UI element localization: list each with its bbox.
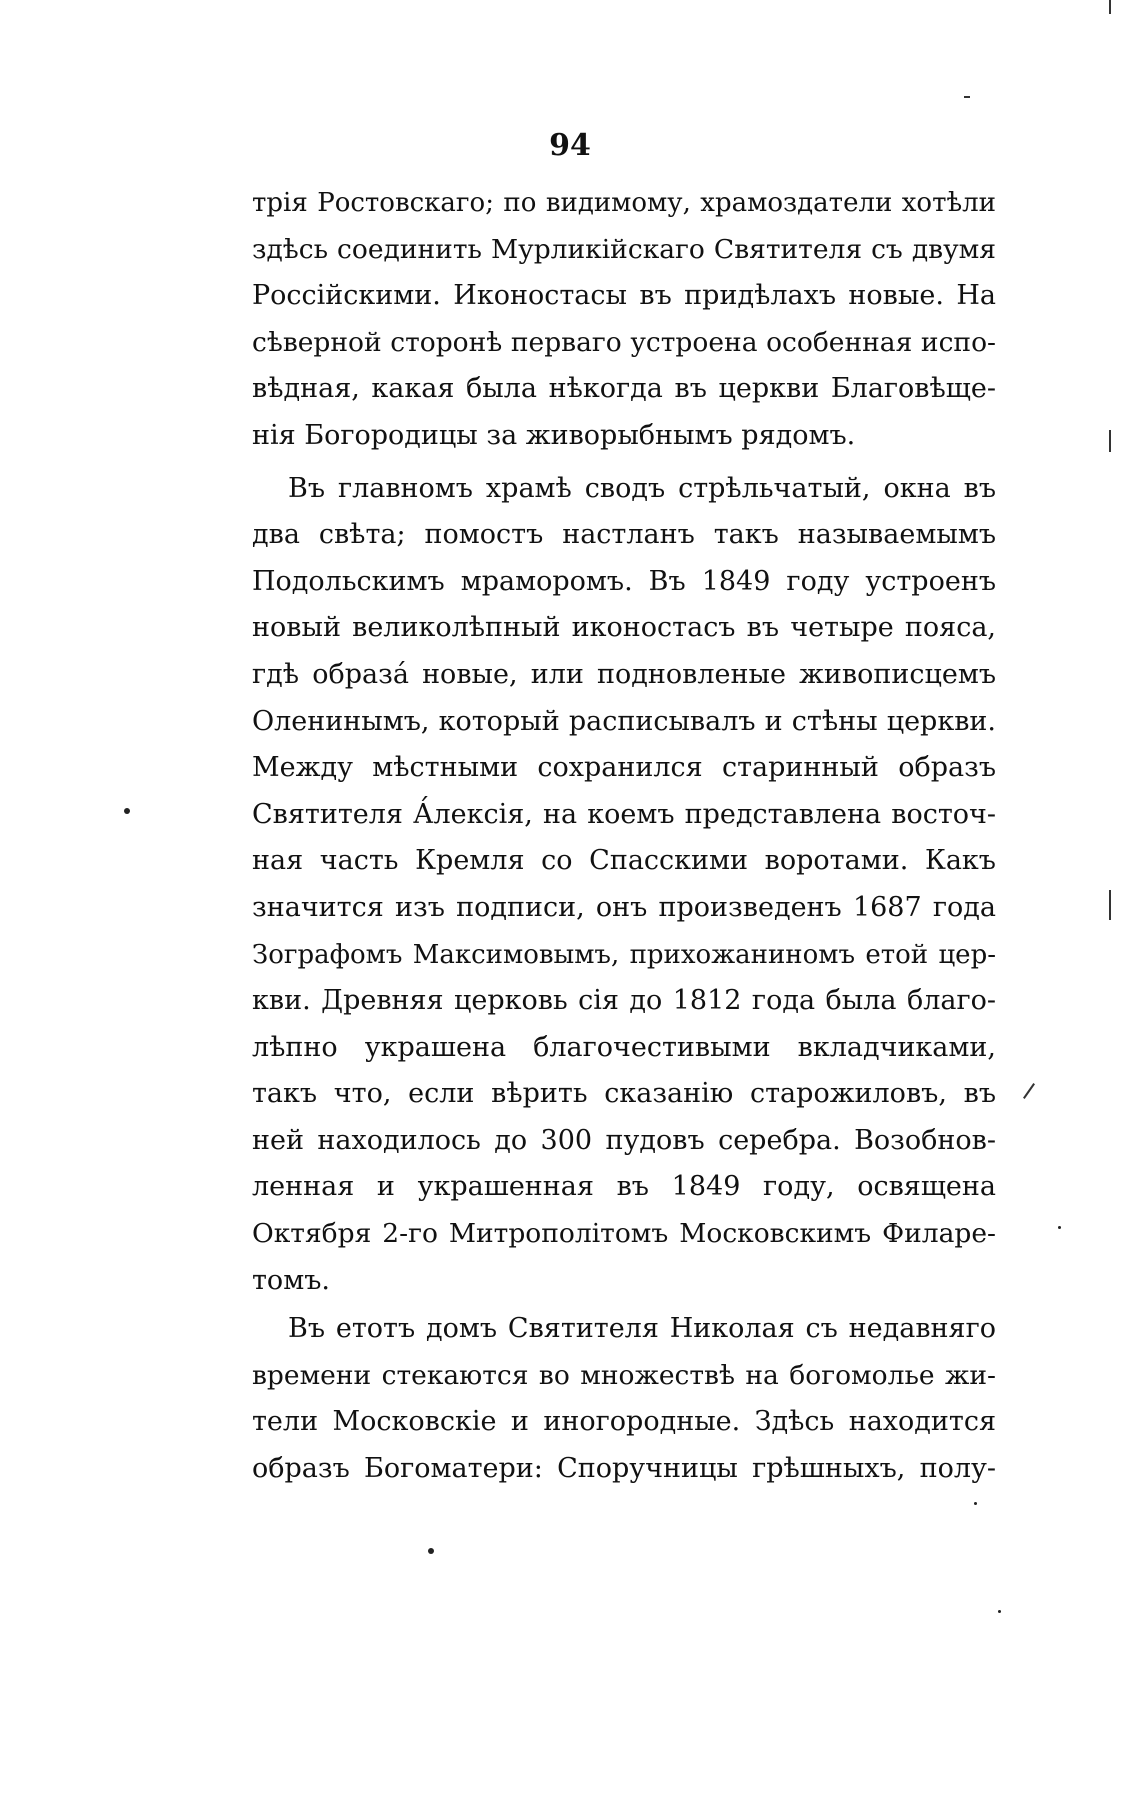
text-line: Въ главномъ храмѣ сводъ стрѣльчатый, окна въ [288,472,996,504]
paragraph-3 [252,1306,996,1492]
text-line: Святителя А́лексія, на коемъ представлена восточ- [252,798,996,830]
scan-artifact [998,1610,1001,1613]
text-line: два свѣта; помостъ настланъ такъ называемымъ [252,519,996,551]
text-line: лѣпно украшена благочестивыми вкладчиками, [252,1031,996,1063]
text-line: Октября 2-го Митрополітомъ Московскимъ Филаре- [252,1218,996,1250]
text-line: сѣверной сторонѣ перваго устроена особенная испо- [252,326,996,358]
text-line: Подольскимъ мраморомъ. Въ 1849 году устроенъ [252,565,996,597]
text-line: трія Ростовскаго; по видимому, храмоздатели хотѣли [252,188,996,218]
text-line: Россійскими. Иконостасы въ придѣлахъ новые. На [252,280,996,312]
paragraph-1 [252,180,996,460]
text-line: ная часть Кремля со Спасскими воротами. Какъ [252,845,996,877]
scan-artifact [1058,1226,1061,1229]
text-line: Въ етотъ домъ Святителя Николая съ недавняго [288,1313,996,1345]
text-line: образъ Богоматери: Споручницы грѣшныхъ, полу- [252,1453,996,1485]
text-line: тели Московскіе и иногородные. Здѣсь находится [252,1406,996,1438]
text-line: времени стекаются во множествѣ на богомолье жи- [252,1359,996,1391]
scan-artifact [428,1548,434,1554]
scan-artifact [1109,890,1111,920]
text-line: значится изъ подписи, онъ произведенъ 1687 года [252,891,996,923]
page-number: 94 [549,128,591,163]
text-line: такъ что, если вѣрить сказанію старожиловъ, въ [252,1078,996,1110]
text-line: Зографомъ Максимовымъ, прихожаниномъ етой цер- [252,939,996,970]
body-text [252,180,996,1493]
text-line: томъ. [252,1264,330,1296]
text-line: ней находилось до 300 пудовъ серебра. Возобнов- [252,1124,996,1156]
text-line: здѣсь соединить Мурликійскаго Святителя съ двумя [252,233,996,265]
text-line: вѣдная, какая была нѣкогда въ церкви Благовѣще- [252,373,996,405]
scan-artifact [974,1502,977,1505]
scan-artifact [1109,430,1111,452]
text-line: Оленинымъ, который расписывалъ и стѣны церкви. [252,705,996,737]
text-line: гдѣ образа́ новые, или подновленые живописцемъ [252,658,996,690]
text-line: ленная и украшенная въ 1849 году, освящена [252,1171,996,1203]
text-line: Между мѣстными сохранился старинный образъ [252,752,996,784]
paragraph-2 [252,466,996,1305]
text-line: нія Богородицы за живорыбнымъ рядомъ. [252,419,856,451]
text-line: кви. Древняя церковь сія до 1812 года была благо- [252,985,996,1017]
scan-artifact [1109,0,1111,14]
scan-artifact [964,96,970,98]
text-line: новый великолѣпный иконостасъ въ четыре пояса, [252,612,996,644]
scan-artifact [124,808,130,814]
scan-artifact [1023,1083,1035,1099]
